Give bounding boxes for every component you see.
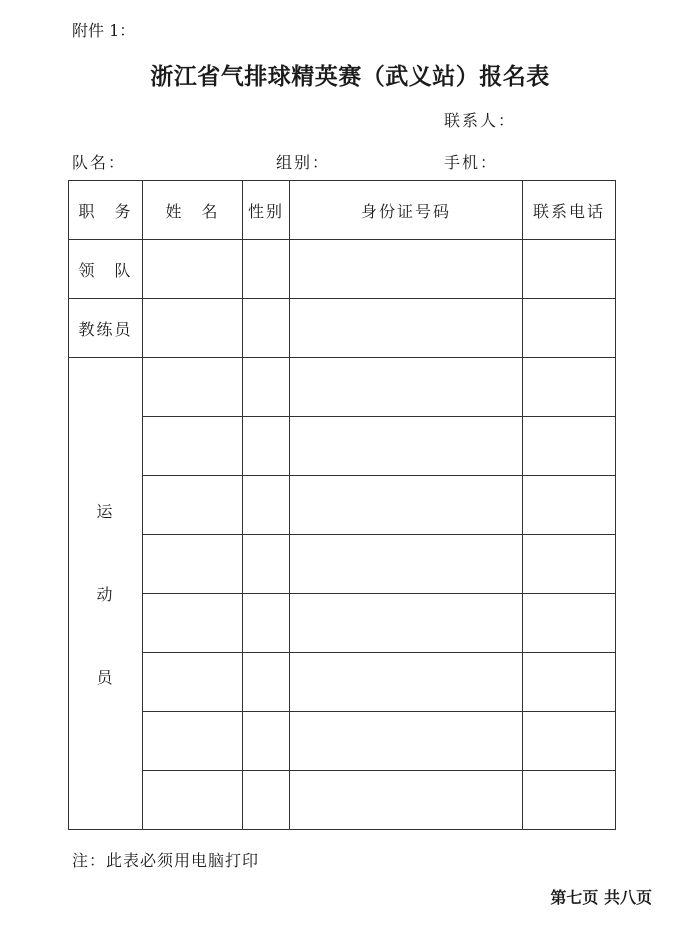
athlete-gender-cell[interactable] [243, 535, 290, 594]
coach-id-cell[interactable] [290, 299, 523, 358]
table-row-athlete [69, 653, 616, 712]
athlete-id-cell[interactable] [290, 417, 523, 476]
athlete-name-cell[interactable] [143, 417, 243, 476]
table-row-athlete [69, 594, 616, 653]
table-header-row [69, 181, 616, 240]
group-label: 组别： [276, 153, 331, 172]
athlete-phone-cell[interactable] [523, 771, 616, 830]
athlete-phone-cell[interactable] [523, 358, 616, 417]
table-row-athlete [69, 535, 616, 594]
athlete-phone-cell[interactable] [523, 594, 616, 653]
leader-gender-cell[interactable] [243, 240, 290, 299]
athlete-name-cell[interactable] [143, 476, 243, 535]
attachment-label: 附件 1： [72, 21, 136, 40]
team-name-label: 队名： [72, 153, 127, 172]
table-row-athlete [69, 358, 616, 417]
athlete-phone-cell[interactable] [523, 417, 616, 476]
table-row-leader [69, 240, 616, 299]
athlete-gender-cell[interactable] [243, 476, 290, 535]
athlete-name-cell[interactable] [143, 712, 243, 771]
athlete-gender-cell[interactable] [243, 594, 290, 653]
athlete-id-cell[interactable] [290, 594, 523, 653]
header-gender: 性别 [243, 181, 290, 240]
athlete-id-cell[interactable] [290, 535, 523, 594]
athlete-name-cell[interactable] [143, 535, 243, 594]
athlete-phone-cell[interactable] [523, 712, 616, 771]
table-row-athlete [69, 712, 616, 771]
athlete-char-1: 运 [96, 502, 115, 521]
header-name: 姓 名 [143, 181, 243, 240]
leader-name-cell[interactable] [143, 240, 243, 299]
athlete-id-cell[interactable] [290, 653, 523, 712]
athlete-gender-cell[interactable] [243, 358, 290, 417]
athlete-name-cell[interactable] [143, 771, 243, 830]
athlete-gender-cell[interactable] [243, 712, 290, 771]
header-id-number: 身份证号码 [290, 181, 523, 240]
footer-note: 注：此表必须用电脑打印 [72, 851, 260, 870]
coach-phone-cell[interactable] [523, 299, 616, 358]
athlete-phone-cell[interactable] [523, 653, 616, 712]
athlete-id-cell[interactable] [290, 771, 523, 830]
athlete-id-cell[interactable] [290, 712, 523, 771]
table-row-athlete [69, 417, 616, 476]
mobile-label: 手机： [444, 153, 499, 172]
athlete-char-3: 员 [96, 668, 115, 687]
athlete-name-cell[interactable] [143, 358, 243, 417]
athlete-gender-cell[interactable] [243, 417, 290, 476]
athlete-gender-cell[interactable] [243, 771, 290, 830]
athlete-phone-cell[interactable] [523, 476, 616, 535]
table-row-athlete [69, 771, 616, 830]
athlete-id-cell[interactable] [290, 358, 523, 417]
athlete-phone-cell[interactable] [523, 535, 616, 594]
row-label-athlete [69, 358, 143, 830]
athlete-name-cell[interactable] [143, 594, 243, 653]
athlete-name-cell[interactable] [143, 653, 243, 712]
coach-name-cell[interactable] [143, 299, 243, 358]
form-title: 浙江省气排球精英赛（武义站）报名表 [150, 64, 550, 90]
athlete-id-cell[interactable] [290, 476, 523, 535]
registration-table [68, 180, 616, 830]
header-contact-phone: 联系电话 [523, 181, 616, 240]
athlete-char-2: 动 [96, 585, 115, 604]
athlete-gender-cell[interactable] [243, 653, 290, 712]
header-position: 职 务 [69, 181, 143, 240]
contact-person-label: 联系人： [444, 111, 517, 130]
coach-gender-cell[interactable] [243, 299, 290, 358]
leader-phone-cell[interactable] [523, 240, 616, 299]
table-row-coach [69, 299, 616, 358]
table-row-athlete [69, 476, 616, 535]
page-number: 第七页 共八页 [550, 888, 652, 907]
row-label-leader: 领 队 [69, 240, 143, 299]
leader-id-cell[interactable] [290, 240, 523, 299]
row-label-coach: 教练员 [69, 299, 143, 358]
